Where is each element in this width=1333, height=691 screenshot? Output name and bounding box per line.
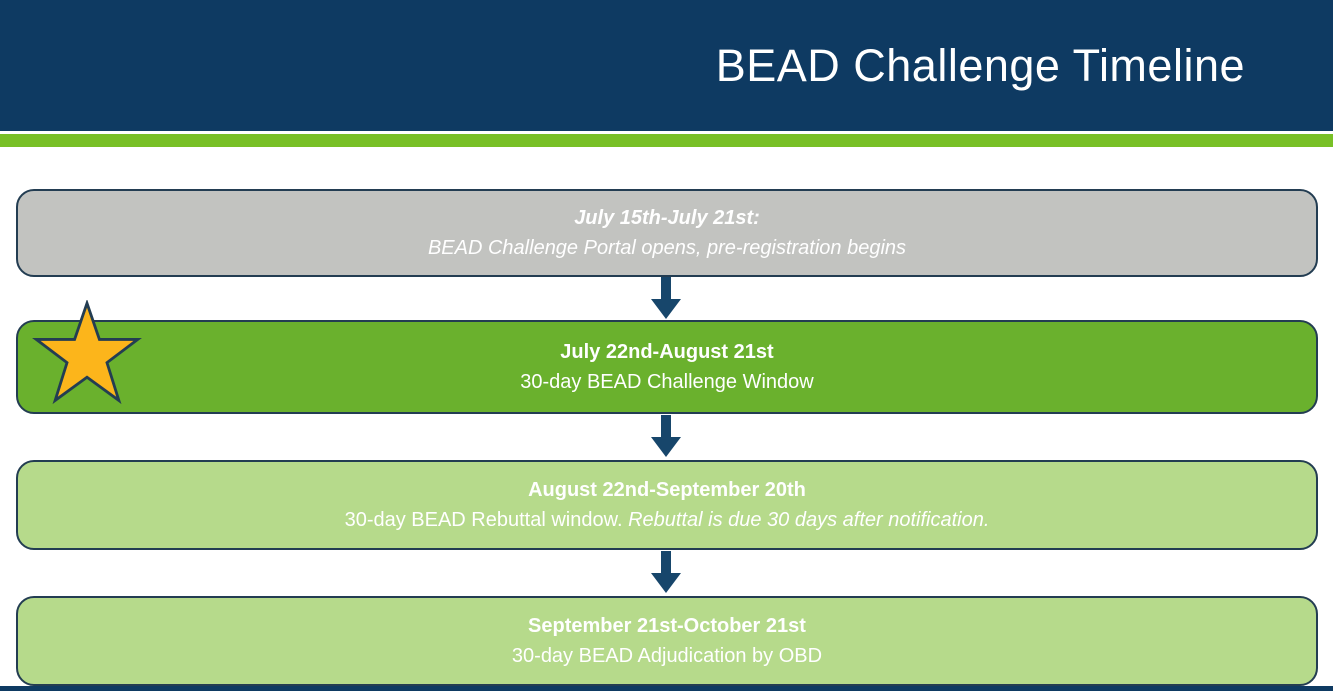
step-description-regular: 30-day BEAD Rebuttal window. — [344, 509, 629, 531]
step-description: BEAD Challenge Portal opens, pre-registration begins — [427, 237, 907, 259]
page-title: BEAD Challenge Timeline — [715, 39, 1245, 91]
step-date: August 22nd-September 20th — [528, 479, 806, 501]
step-date: July 22nd-August 21st — [560, 341, 774, 363]
timeline-step-rebuttal-window — [16, 460, 1318, 550]
step-description: 30-day BEAD Challenge Window — [520, 371, 814, 393]
timeline-step-adjudication — [16, 596, 1318, 686]
timeline-step-challenge-window — [16, 320, 1318, 414]
step-description-italic: Rebuttal is due 30 days after notification. — [628, 509, 990, 531]
timeline-step-portal-opens — [16, 189, 1318, 277]
down-arrow-icon — [650, 277, 682, 319]
step-date: July 15th-July 21st: — [574, 207, 760, 229]
down-arrow-icon — [650, 551, 682, 593]
step-description — [345, 505, 990, 535]
header-bar — [0, 0, 1333, 131]
star-icon — [32, 300, 142, 408]
step-date: September 21st-October 21st — [528, 615, 806, 637]
accent-stripe — [0, 134, 1333, 147]
step-description: 30-day BEAD Adjudication by OBD — [511, 645, 823, 667]
footer-bar — [0, 686, 1333, 691]
down-arrow-icon — [650, 415, 682, 457]
